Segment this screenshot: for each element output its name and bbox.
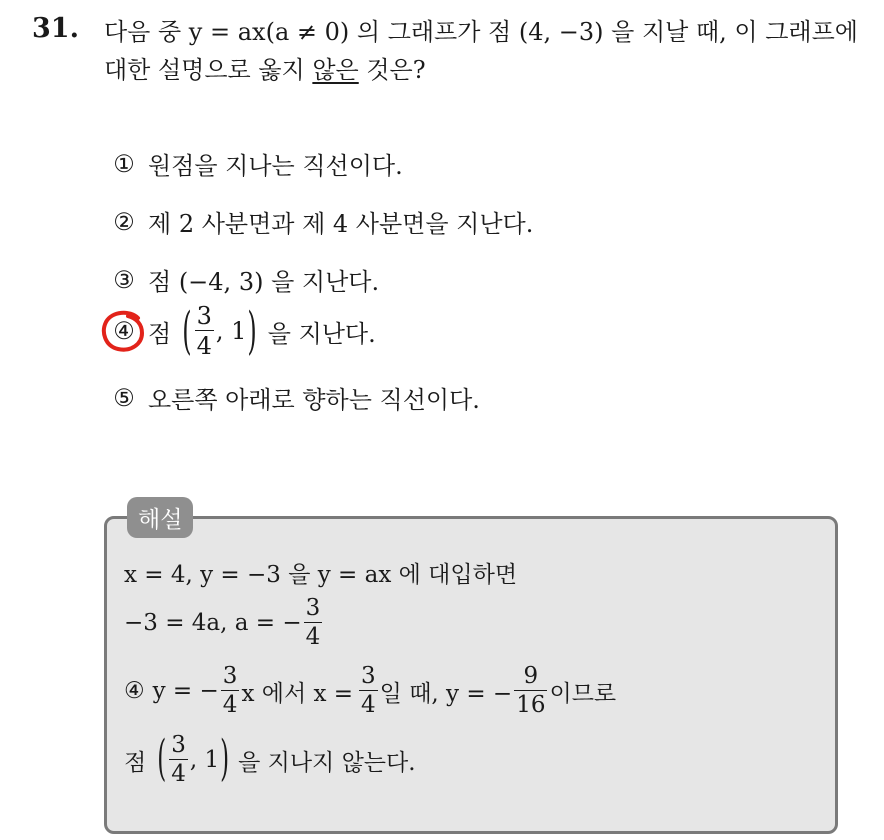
fraction-numerator: 3: [222, 663, 238, 689]
explanation-line-3: [124, 665, 616, 717]
answer-circle-mark: [100, 308, 148, 354]
fraction-denominator: 4: [305, 624, 321, 650]
explanation-line-2: [124, 597, 324, 649]
choice-mark: ②: [113, 207, 135, 236]
choice-mark: ④: [113, 317, 135, 345]
explanation-text: 이므로: [549, 680, 617, 707]
choice-mark: ⑤: [113, 383, 135, 412]
question-text-line1: 다음 중 y = ax(a ≠ 0) 의 그래프가 점 (4, −3) 을 지날 때, 이 그래프에: [104, 18, 858, 46]
left-paren: (: [182, 301, 192, 361]
fraction: [514, 665, 547, 717]
choice-4[interactable]: [110, 301, 376, 361]
fraction-denominator: 16: [516, 692, 546, 718]
choice-suffix: 을 지난다.: [267, 319, 376, 348]
right-paren: ): [247, 301, 257, 361]
choice-3[interactable]: [110, 262, 379, 297]
explanation-text: −3 = 4a, a = −: [124, 610, 302, 636]
choice-text: 오른쪽 아래로 향하는 직선이다.: [148, 386, 480, 414]
question-text-prefix: 대한 설명으로 옳지: [104, 56, 313, 84]
explanation-text: 점: [124, 749, 147, 776]
fraction-denominator: 4: [361, 692, 376, 718]
choice-1[interactable]: [110, 146, 403, 181]
fraction-denominator: 4: [171, 761, 186, 787]
choice-mark: ①: [113, 149, 135, 178]
fraction: [195, 304, 214, 358]
point-y: , 1: [215, 317, 247, 345]
fraction-denominator: 4: [196, 332, 212, 360]
fraction: [221, 665, 240, 717]
question-text-suffix: 것은?: [358, 56, 426, 84]
explanation-mark: ④: [124, 678, 145, 704]
fraction: [304, 597, 323, 649]
fraction-numerator: 3: [196, 302, 212, 330]
explanation-text: 을 지나지 않는다.: [238, 749, 416, 776]
fraction-numerator: 3: [171, 732, 186, 758]
choice-text: 원점을 지나는 직선이다.: [148, 152, 403, 180]
fraction: [169, 734, 188, 786]
choice-text: 제 2 사분면과 제 4 사분면을 지난다.: [148, 210, 534, 238]
explanation-text: 일 때, y = −: [379, 680, 513, 707]
choice-5[interactable]: [110, 380, 480, 415]
fraction-numerator: 9: [523, 663, 539, 689]
choice-mark: ③: [113, 265, 135, 294]
choice-prefix: 점: [148, 319, 172, 348]
explanation-text: x 에서 x =: [241, 680, 354, 707]
question-underlined-word: 않은: [312, 56, 359, 84]
fraction-denominator: 4: [222, 692, 238, 718]
explanation-text: y = −: [152, 678, 219, 704]
point-expression: [181, 301, 258, 361]
left-paren: (: [157, 732, 167, 788]
choice-2[interactable]: [110, 204, 533, 239]
point-y: , 1: [189, 747, 220, 773]
explanation-line-1: x = 4, y = −3 을 y = ax 에 대입하면: [124, 562, 518, 588]
right-paren: ): [220, 732, 230, 788]
fraction-numerator: 3: [305, 595, 321, 621]
question-number: 31.: [32, 13, 79, 44]
fraction: [359, 665, 378, 717]
explanation-line-4: [124, 734, 416, 786]
fraction-numerator: 3: [361, 663, 376, 689]
choice-text: 점 (−4, 3) 을 지난다.: [148, 268, 380, 296]
question-text-line2: [104, 50, 426, 85]
explanation-tag: 해설: [127, 497, 193, 538]
